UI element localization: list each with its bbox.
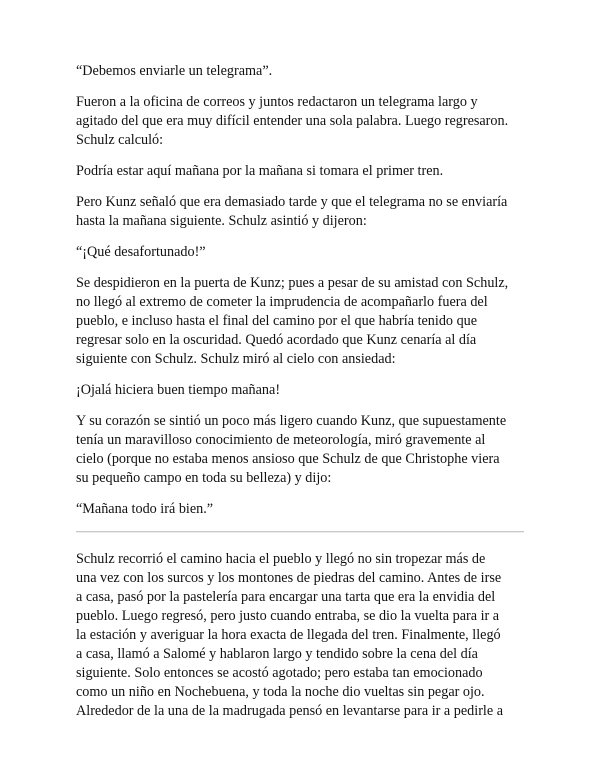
paragraph-schulz-calculation: Podría estar aquí mañana por la mañana si tomara el primer tren. bbox=[76, 163, 444, 179]
section-divider bbox=[76, 531, 524, 533]
paragraph-farewell: Se despidieron en la puerta de Kunz; pues a pesar de su amistad con Schulz, no llegó al extremo de cometer la imprudencia de acompañarlo fuera del pueblo, e incluso hasta el final del camino por el que habría tenido que regresar solo en la oscuridad. Quedó acordado que Kunz cenaría al día siguiente con Schulz. Schulz miró al cielo con ansiedad: bbox=[76, 275, 509, 367]
paragraph-schulz-return: Schulz recorrió el camino hacia el pueblo y llegó no sin tropezar más de una vez con los surcos y los montones de piedras del camino. Antes de irse a casa, pasó por la pastelería para encargar una tarta que era la envidia del pueblo. Luego regresó, pero justo cuando entraba, se dio la vuelta para ir a la estación y averiguar la hora exacta de llegada del tren. Finalmente, llegó a casa, llamó a Salomé y hablaron largo y tendido sobre la cena del día siguiente. Solo entonces se acostó agotado; pero estaba tan emocionado como un niño en Nochebuena, y toda la noche dio vueltas sin pegar ojo. Alrededor de la una de la madrugada pensó en levantarse para ir a pedirle a bbox=[76, 551, 503, 719]
paragraph-exclamation: “¡Qué desafortunado!” bbox=[76, 244, 206, 260]
paragraph-wish: ¡Ojalá hiciera buen tiempo mañana! bbox=[76, 382, 281, 398]
paragraph-reassurance: “Mañana todo irá bien.” bbox=[76, 501, 214, 517]
paragraph-post-office: Fueron a la oficina de correos y juntos redactaron un telegrama largo y agitado del que era muy difícil entender una sola palabra. Luego regresaron. Schulz calculó: bbox=[76, 94, 509, 148]
paragraph-telegram-idea: “Debemos enviarle un telegrama”. bbox=[76, 63, 273, 79]
paragraph-kunz-objection: Pero Kunz señaló que era demasiado tarde y que el telegrama no se enviaría hasta la mañana siguiente. Schulz asintió y dijeron: bbox=[76, 194, 508, 229]
document-page bbox=[76, 62, 526, 733]
paragraph-kunz-forecast: Y su corazón se sintió un poco más ligero cuando Kunz, que supuestamente tenía un maravilloso conocimiento de meteorología, miró gravemente al cielo (porque no estaba menos ansioso que Schulz de que Christophe viera su pequeño campo en toda su belleza) y dijo: bbox=[76, 413, 507, 486]
